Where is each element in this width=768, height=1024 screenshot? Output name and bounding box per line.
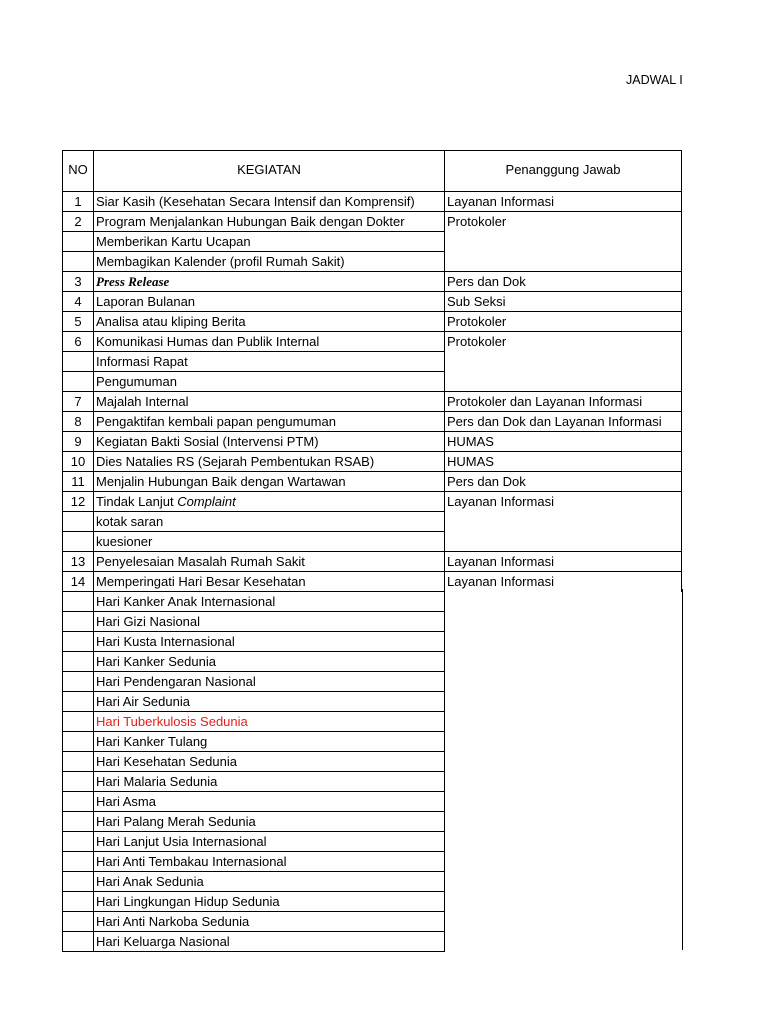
row-number bbox=[62, 712, 94, 732]
row-penanggung-jawab: Protokoler bbox=[445, 212, 682, 232]
row-number bbox=[62, 352, 94, 372]
row-kegiatan: Informasi Rapat bbox=[94, 352, 445, 372]
table-right-border bbox=[682, 589, 683, 950]
row-number bbox=[62, 512, 94, 532]
row-penanggung-jawab: HUMAS bbox=[445, 432, 682, 452]
row-kegiatan: Kegiatan Bakti Sosial (Intervensi PTM) bbox=[94, 432, 445, 452]
row-number bbox=[62, 592, 94, 612]
row-kegiatan: Hari Gizi Nasional bbox=[94, 612, 445, 632]
row-penanggung-jawab: Protokoler bbox=[445, 332, 682, 352]
row-penanggung-jawab bbox=[445, 832, 682, 852]
header-no: NO bbox=[62, 150, 94, 192]
row-penanggung-jawab bbox=[445, 352, 682, 372]
row-kegiatan: Hari Pendengaran Nasional bbox=[94, 672, 445, 692]
row-kegiatan: Hari Keluarga Nasional bbox=[94, 932, 445, 952]
row-penanggung-jawab bbox=[445, 672, 682, 692]
row-number bbox=[62, 652, 94, 672]
row-penanggung-jawab bbox=[445, 592, 682, 612]
row-kegiatan: Majalah Internal bbox=[94, 392, 445, 412]
row-number: 2 bbox=[62, 212, 94, 232]
row-penanggung-jawab bbox=[445, 632, 682, 652]
row-penanggung-jawab: Layanan Informasi bbox=[445, 192, 682, 212]
row-penanggung-jawab: HUMAS bbox=[445, 452, 682, 472]
row-number: 5 bbox=[62, 312, 94, 332]
document-title: JADWAL I bbox=[626, 73, 683, 87]
row-penanggung-jawab bbox=[445, 912, 682, 932]
row-penanggung-jawab bbox=[445, 932, 682, 952]
row-penanggung-jawab: Pers dan Dok dan Layanan Informasi bbox=[445, 412, 682, 432]
row-penanggung-jawab bbox=[445, 652, 682, 672]
row-penanggung-jawab: Protokoler bbox=[445, 312, 682, 332]
row-number bbox=[62, 672, 94, 692]
row-number bbox=[62, 932, 94, 952]
row-number: 3 bbox=[62, 272, 94, 292]
row-number bbox=[62, 772, 94, 792]
row-number bbox=[62, 732, 94, 752]
kegiatan-italic-text: Complaint bbox=[177, 494, 236, 509]
row-penanggung-jawab bbox=[445, 712, 682, 732]
row-kegiatan: Hari Kusta Internasional bbox=[94, 632, 445, 652]
row-penanggung-jawab: Layanan Informasi bbox=[445, 552, 682, 572]
row-number bbox=[62, 892, 94, 912]
row-penanggung-jawab: Pers dan Dok bbox=[445, 472, 682, 492]
row-kegiatan: Hari Lanjut Usia Internasional bbox=[94, 832, 445, 852]
row-kegiatan: Menjalin Hubungan Baik dengan Wartawan bbox=[94, 472, 445, 492]
row-penanggung-jawab: Sub Seksi bbox=[445, 292, 682, 312]
row-penanggung-jawab bbox=[445, 772, 682, 792]
row-penanggung-jawab bbox=[445, 732, 682, 752]
kegiatan-text: Tindak Lanjut bbox=[96, 494, 178, 509]
row-penanggung-jawab bbox=[445, 852, 682, 872]
row-number bbox=[62, 812, 94, 832]
row-kegiatan: Program Menjalankan Hubungan Baik dengan Dokter bbox=[94, 212, 445, 232]
kegiatan-text: Press Release bbox=[96, 274, 170, 289]
row-number: 12 bbox=[62, 492, 94, 512]
row-penanggung-jawab bbox=[445, 252, 682, 272]
row-penanggung-jawab bbox=[445, 812, 682, 832]
row-number bbox=[62, 752, 94, 772]
row-kegiatan: Hari Anti Tembakau Internasional bbox=[94, 852, 445, 872]
row-penanggung-jawab bbox=[445, 792, 682, 812]
row-kegiatan: Hari Air Sedunia bbox=[94, 692, 445, 712]
row-kegiatan: kotak saran bbox=[94, 512, 445, 532]
row-penanggung-jawab bbox=[445, 752, 682, 772]
row-kegiatan: Laporan Bulanan bbox=[94, 292, 445, 312]
row-number bbox=[62, 232, 94, 252]
row-number bbox=[62, 852, 94, 872]
row-penanggung-jawab bbox=[445, 892, 682, 912]
row-kegiatan: Pengumuman bbox=[94, 372, 445, 392]
row-number: 11 bbox=[62, 472, 94, 492]
row-penanggung-jawab bbox=[445, 532, 682, 552]
row-number: 10 bbox=[62, 452, 94, 472]
row-number: 6 bbox=[62, 332, 94, 352]
row-kegiatan: Hari Malaria Sedunia bbox=[94, 772, 445, 792]
row-number: 13 bbox=[62, 552, 94, 572]
row-kegiatan: Hari Asma bbox=[94, 792, 445, 812]
row-kegiatan: Dies Natalies RS (Sejarah Pembentukan RSAB) bbox=[94, 452, 445, 472]
row-kegiatan: Siar Kasih (Kesehatan Secara Intensif dan Komprensif) bbox=[94, 192, 445, 212]
row-kegiatan: Hari Anak Sedunia bbox=[94, 872, 445, 892]
row-number: 8 bbox=[62, 412, 94, 432]
row-kegiatan: Memberikan Kartu Ucapan bbox=[94, 232, 445, 252]
row-kegiatan: Hari Kesehatan Sedunia bbox=[94, 752, 445, 772]
row-penanggung-jawab bbox=[445, 372, 682, 392]
row-penanggung-jawab bbox=[445, 692, 682, 712]
row-number bbox=[62, 912, 94, 932]
row-kegiatan bbox=[94, 272, 445, 292]
row-kegiatan bbox=[94, 492, 445, 512]
row-kegiatan: Hari Kanker Anak Internasional bbox=[94, 592, 445, 612]
row-kegiatan: Hari Kanker Tulang bbox=[94, 732, 445, 752]
row-number bbox=[62, 872, 94, 892]
row-kegiatan: Hari Lingkungan Hidup Sedunia bbox=[94, 892, 445, 912]
row-number bbox=[62, 372, 94, 392]
row-kegiatan: Membagikan Kalender (profil Rumah Sakit) bbox=[94, 252, 445, 272]
row-number: 9 bbox=[62, 432, 94, 452]
header-kegiatan: KEGIATAN bbox=[94, 150, 445, 192]
row-number bbox=[62, 252, 94, 272]
header-penanggung-jawab: Penanggung Jawab bbox=[445, 150, 682, 192]
row-number bbox=[62, 632, 94, 652]
row-penanggung-jawab bbox=[445, 612, 682, 632]
row-kegiatan: Komunikasi Humas dan Publik Internal bbox=[94, 332, 445, 352]
row-penanggung-jawab: Protokoler dan Layanan Informasi bbox=[445, 392, 682, 412]
schedule-table bbox=[62, 150, 682, 952]
row-kegiatan: Hari Kanker Sedunia bbox=[94, 652, 445, 672]
row-kegiatan: Analisa atau kliping Berita bbox=[94, 312, 445, 332]
row-kegiatan: Memperingati Hari Besar Kesehatan bbox=[94, 572, 445, 592]
row-number bbox=[62, 792, 94, 812]
row-number bbox=[62, 832, 94, 852]
row-kegiatan: kuesioner bbox=[94, 532, 445, 552]
row-number: 1 bbox=[62, 192, 94, 212]
row-penanggung-jawab bbox=[445, 232, 682, 252]
row-number bbox=[62, 612, 94, 632]
row-kegiatan: Hari Tuberkulosis Sedunia bbox=[94, 712, 445, 732]
row-number bbox=[62, 692, 94, 712]
row-kegiatan: Penyelesaian Masalah Rumah Sakit bbox=[94, 552, 445, 572]
row-kegiatan: Hari Palang Merah Sedunia bbox=[94, 812, 445, 832]
row-kegiatan: Pengaktifan kembali papan pengumuman bbox=[94, 412, 445, 432]
row-penanggung-jawab: Layanan Informasi bbox=[445, 492, 682, 512]
row-penanggung-jawab: Layanan Informasi bbox=[445, 572, 682, 592]
row-penanggung-jawab bbox=[445, 872, 682, 892]
row-number: 7 bbox=[62, 392, 94, 412]
row-penanggung-jawab: Pers dan Dok bbox=[445, 272, 682, 292]
row-kegiatan: Hari Anti Narkoba Sedunia bbox=[94, 912, 445, 932]
row-number: 4 bbox=[62, 292, 94, 312]
row-number bbox=[62, 532, 94, 552]
row-penanggung-jawab bbox=[445, 512, 682, 532]
row-number: 14 bbox=[62, 572, 94, 592]
